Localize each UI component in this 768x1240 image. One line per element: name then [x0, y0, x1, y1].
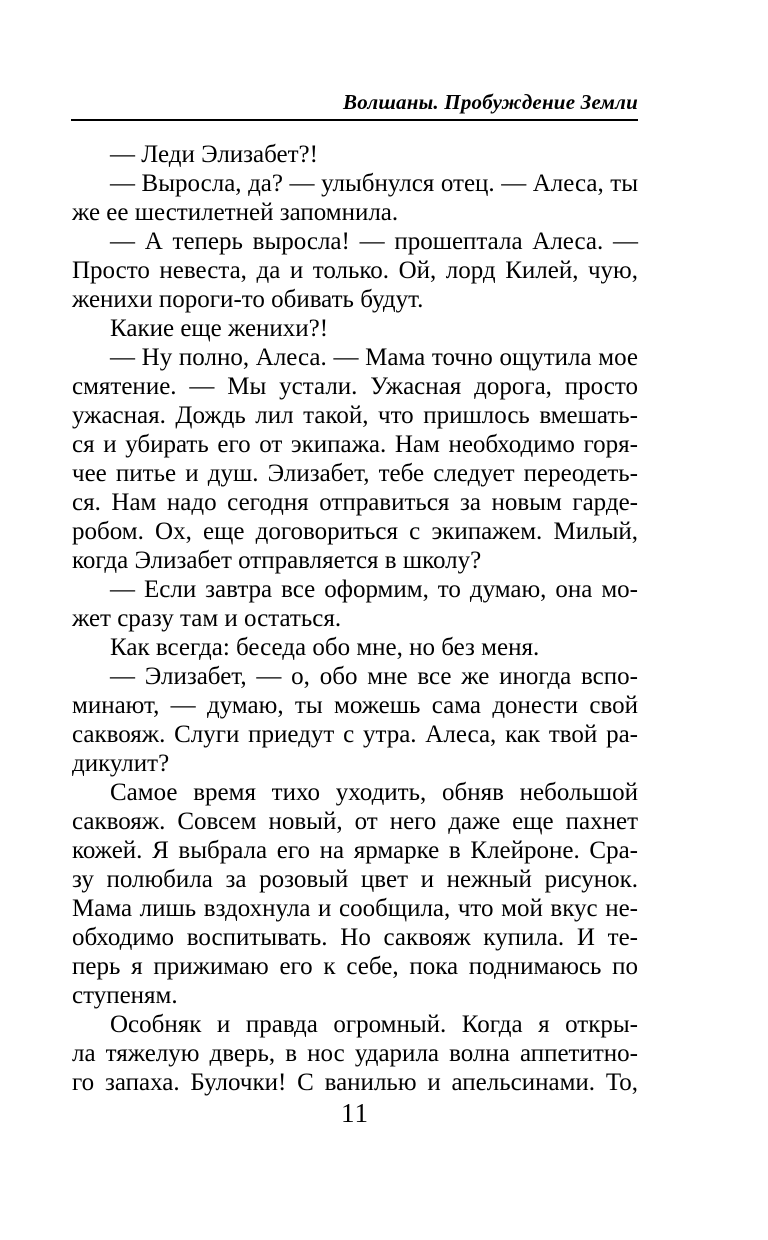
text-line: — Выросла, да? — улыбнулся отец. — Алеса, ты	[110, 170, 638, 197]
body-text	[72, 140, 638, 1097]
text-line: ужасная. Дождь лил такой, что пришлось вмешать-	[72, 402, 638, 429]
text-line: саквояж. Совсем новый, от него даже еще пахнет	[72, 808, 638, 835]
text-line: саквояж. Слуги приедут с утра. Алеса, как твой ра-	[72, 721, 638, 748]
text-line: когда Элизабет отправляется в школу?	[72, 547, 482, 574]
text-line: Как всегда: беседа обо мне, но без меня.	[110, 634, 540, 661]
text-line: перь я прижимаю его к себе, пока поднимаюсь по	[72, 953, 638, 980]
text-line: Мама лишь вздохнула и сообщила, что мой вкус не-	[72, 895, 638, 922]
page-number: 11	[341, 1098, 369, 1128]
text-line: же ее шестилетней запомнила.	[72, 199, 399, 226]
text-line: — Ну полно, Алеса. — Мама точно ощутила мое	[110, 344, 638, 371]
text-line: кожей. Я выбрала его на ярмарке в Клейроне. Сра-	[72, 837, 638, 864]
text-line: жет сразу там и остаться.	[72, 605, 342, 632]
text-line: дикулит?	[72, 750, 170, 777]
text-line: ступеням.	[72, 982, 178, 1009]
text-line: минают, — думаю, ты можешь сама донести свой	[72, 692, 638, 719]
text-line: Самое время тихо уходить, обняв небольшой	[110, 779, 638, 806]
text-line: — А теперь выросла! — прошептала Алеса. —	[110, 228, 638, 255]
text-line: зу полюбила за розовый цвет и нежный рисунок.	[72, 866, 638, 893]
text-line: Особняк и правда огромный. Когда я откры-	[110, 1011, 638, 1038]
running-title: Волшаны. Пробуждение Земли	[343, 90, 638, 114]
header-rule	[71, 119, 638, 121]
text-line: смятение. — Мы устали. Ужасная дорога, просто	[72, 373, 638, 400]
text-line: го запаха. Булочки! С ванилью и апельсинами. То,	[72, 1069, 638, 1096]
text-line: Какие еще женихи?!	[110, 315, 329, 342]
running-header	[72, 90, 638, 115]
text-line: чее питье и душ. Элизабет, тебе следует переодеть-	[72, 460, 638, 487]
text-line: ся и убирать его от экипажа. Нам необходимо горя-	[72, 431, 638, 458]
text-line: — Элизабет, — о, обо мне все же иногда вспо-	[110, 663, 638, 690]
text-line: — Если завтра все оформим, то думаю, она мо-	[110, 576, 638, 603]
text-line: женихи пороги-то обивать будут.	[72, 286, 424, 313]
text-line: — Леди Элизабет?!	[110, 141, 318, 168]
text-line: обходимо воспитывать. Но саквояж купила. И те-	[72, 924, 638, 951]
text-line: Просто невеста, да и только. Ой, лорд Килей, чую,	[72, 257, 638, 284]
text-line: робом. Ох, еще договориться с экипажем. Милый,	[72, 518, 638, 545]
text-line: ла тяжелую дверь, в нос ударила волна аппетитно-	[72, 1040, 638, 1067]
text-line: ся. Нам надо сегодня отправиться за новым гарде-	[72, 489, 638, 516]
